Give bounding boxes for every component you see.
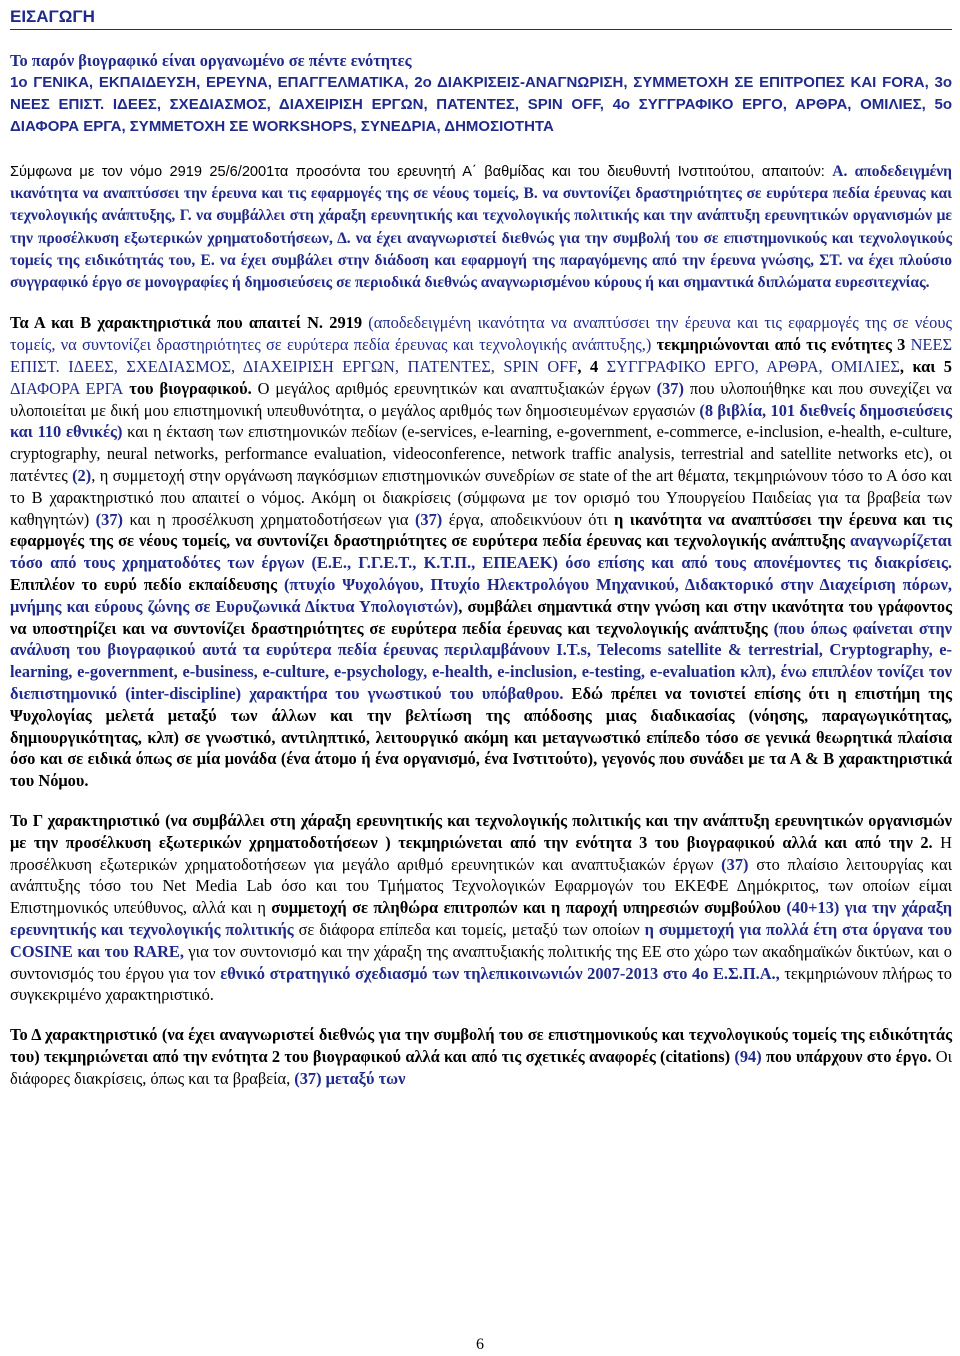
blue-span: (37) [414, 509, 443, 529]
blue-span: (2) [72, 466, 92, 486]
paragraph-c-characteristic [10, 810, 952, 1006]
blue-span: (αποδεδειγμένη ικανότητα να αναπτύσσει την έρευνα και τις εφαρμογές της σε νέους τομείς, να συντονίζει δραστηριότητες σε ευρύτερα πεδία έρευνας και τεχνολογικής ανάπτυξης,) [10, 313, 952, 355]
blue-span: εθνικό στρατηγικό σχεδιασμό των τηλεπικοινωνιών 2007-2013 στο 4ο Ε.Σ.Π.Α., [220, 963, 780, 983]
requirements-list: Α. αποδεδειγμένη ικανότητα να αναπτύσσει την έρευνα και τις εφαρμογές της σε νέους τομείς, Β. να συντονίζει δραστηριότητες σε ευρύτερα πεδία έρευνας και τεχνολογικής ανάπτυξης, Γ. να συμβάλλει στη χάραξη ερευνητικής και τεχνολογικής πολιτικής και την ανάπτυξη ερευνητικών οργανισμών με την προσέλκυση εξωτερικών χρηματοδοτήσεων, Δ. να έχει αναγνωριστεί διεθνώς για την συμβολή του σε επιστημονικούς και τεχνολογικούς τομείς της ειδικότητάς του, Ε. να έχει συμβάλει στην διάδοση και εφαρμογή της παραγόμενης από την έρευνα γνώσης, ΣΤ. να έχει πλούσιο συγγραφικό έργο σε μονογραφίες ή δημοσιεύσεις σε περιοδικά διεθνώς αναγνωρισμένου κύρους ή και σημαντικά διπλώματα ευρεσιτεχνίας. [10, 162, 952, 292]
text-span: τεκμηριώνουν πλήρως το συγκεκριμένο χαρακτηριστικό. [10, 963, 953, 1005]
blue-span: (πτυχίο Ψυχολόγου, Πτυχίο Ηλεκτρολόγου Μηχανικού, Διδακτορικό στην Διαχείριση πόρων, μνήμης και εύρους ζώνης σε Ευρυζωνικά Δίκτυα Υπολογιστών) [10, 575, 953, 616]
page-number: 6 [476, 1336, 484, 1353]
bold-span: που υπάρχουν στο έργο. [761, 1046, 932, 1066]
paragraph-a-b-characteristics [10, 312, 952, 792]
bold-span: Εδώ πρέπει να τονιστεί επίσης ότι η επιστήμη της Ψυχολογίας μελετά μεταξύ των άλλων και την βελτίωση της απόδοσης μιας διαδικασίας (νόησης, παραγωγικότητας, δημιουργικότητας, κλπ) σε γνωστικό, αντιληπτικό, λειτουργικό ακόμη και μεταγνωστικό επίπεδο τόσο σε γενικά θεωρητικά πλαίσια όσο και σε ειδικά όπως σε μία μονάδα (ένα άτομο ή ένα οργανισμό, ένα Ινστιτούτο), γεγονός που συνάδει με τα Α & Β χαρακτηριστικά του Νόμου. [10, 684, 952, 791]
text-span: για τον συντονισμό και την χάραξη της αναπτυξιακής πολιτικής της ΕΕ στο χώρο των ακαδημαϊκών δικτύων, και ο συντονισμός του έργου για τον [10, 941, 952, 983]
text-span: και η έκταση των επιστημονικών πεδίων (e-services, e-learning, e-government, e-commerce, e-inclusion, e-health, e-culture, cryptography, neural networks, performance evaluation, videoconference, network traffic analysis, terrestrial and satellite networks etc), οι πατέντες [10, 422, 952, 486]
blue-span: (που όπως φαίνεται στην ανάλυση του βιογραφικού αυτά τα ευρύτερα πεδία έρευνας περιλαμβάνουν I.T.s, Telecoms satellite & terrestrial, Cryptography, e-learning, e-government, e-business, e-culture, e-psychology, e-health, e-inclusion, e-testing, e-evaluation κλπ), ένω επιπλέον τονίζει τον διεπιστημονικό (inter-discipline) χαρακτήρα του γνωστικού του υπόβαθρου. [10, 618, 952, 704]
paragraph-d-characteristic [10, 1024, 952, 1089]
bold-span: , 4 [577, 357, 607, 377]
document-page [10, 6, 952, 1090]
blue-span: (94) [734, 1046, 762, 1066]
bold-span: τεκμηριώνονται από τις ενότητες 3 [651, 335, 911, 355]
text-span: Οι διάφορες διακρίσεις, όπως και τα βραβεία, [10, 1046, 952, 1088]
text-span: και η προσέλκυση χρηματοδοτήσεων για [122, 509, 415, 529]
bold-span: του βιογραφικού. [123, 378, 252, 398]
blue-span: (37) μεταξύ των [294, 1068, 406, 1088]
section-heading: ΕΙΣΑΓΩΓΗ [10, 6, 952, 30]
bold-span: Το Δ χαρακτηριστικό (να έχει αναγνωριστεί διεθνώς για την συμβολή του σε επιστημονικούς και τεχνολογικούς τομείς της ειδικότητάς του) τεκμηριώνεται από την ενότητα 2 του βιογραφικού αλλά και από τις σχετικές αναφορές (citations) [10, 1025, 952, 1066]
bold-span: , και 5 [899, 357, 952, 377]
blue-span: (37) [95, 509, 123, 529]
bold-span: , συμβάλει σημαντικά στην γνώση και στην ικανότητα του γράφοντος να υποστηρίζει και να συντονίζει δραστηριότητες σε ευρύτερα πεδία έρευνας και τεχνολογικής ανάπτυξης [10, 596, 952, 638]
text-span: έργα, αποδεικνύουν ότι [442, 509, 614, 529]
intro-sections: 1ο ΓΕΝΙΚΑ, ΕΚΠΑΙΔΕΥΣΗ, ΕΡΕΥΝΑ, ΕΠΑΓΓΕΛΜΑΤΙΚΑ, 2ο ΔΙΑΚΡΙΣΕΙΣ-ΑΝΑΓΝΩΡΙΣΗ, ΣΥΜΜΕΤΟΧΗ ΣΕ ΕΠΙΤΡΟΠΕΣ ΚΑΙ FORA, 3ο ΝΕΕΣ ΕΠΙΣΤ. ΙΔΕΕΣ, ΣΧΕΔΙΑΣΜΟΣ, ΔΙΑΧΕΙΡΙΣΗ ΕΡΓΩΝ, ΠΑΤΕΝΤΕΣ, SPIN OFF, 4ο ΣΥΓΓΡΑΦΙΚΟ ΕΡΓΟ, ΑΡΘΡΑ, ΟΜΙΛΙΕΣ, 5ο ΔΙΑΦΟΡΑ ΕΡΓΑ, ΣΥΜΜΕΤΟΧΗ ΣΕ WORKSHOPS, ΣΥΝΕΔΡΙΑ, ΔΗΜΟΣΙΟΤΗΤΑ [10, 73, 952, 136]
blue-span: (8 βιβλία, 101 διεθνείς δημοσιεύσεις και 110 εθνικές) [10, 400, 952, 442]
text-span: σε διάφορα επίπεδα και τομείς, μεταξύ των οποίων [293, 919, 645, 939]
paragraph-law-requirements [10, 161, 952, 295]
blue-span: (40+13) για την χάραξη ερευνητικής και τεχνολογικής πολιτικής [10, 898, 953, 939]
bold-span: συμμετοχή σε πληθώρα επιτροπών και η παροχή υπηρεσιών συμβούλου [271, 898, 787, 918]
blue-span: αναγνωρίζεται τόσο από τους χρηματοδότες των έργων (Ε.Ε., Γ.Γ.Ε.Τ., Κ.Τ.Π., ΕΠΕΑΕΚ) όσο επίσης και από τους απονέμοντες τις διακρίσεις. [10, 531, 952, 573]
bold-span: Επιπλέον το ευρύ πεδίο εκπαίδευσης [10, 575, 284, 595]
text-span: που υλοποιήθηκε και που συνεχίζει να υλοποιείται με δική μου επιστημονική υπευθυνότητα, ο μεγάλος αριθμός των δημοσιευμένων εργασιών [10, 378, 952, 420]
blue-span: (37) [721, 854, 749, 874]
blue-span: (37) [656, 378, 684, 398]
blue-span: η συμμετοχή για πολλά έτη στα όργανα του COSINE και του RARE, [10, 919, 952, 961]
blue-span: ΔΙΑΦΟΡΑ ΕΡΓΑ [10, 378, 124, 398]
bold-span: Τα Α και Β χαρακτηριστικά που απαιτεί Ν. 2919 [10, 313, 363, 333]
text-span: Η προσέλκυση εξωτερικών χρηματοδοτήσεων για μεγάλο αριθμό ερευνητικών και αναπτυξιακών έργων [10, 832, 952, 874]
blue-span: ΣΥΓΓΡΑΦΙΚΟ ΕΡΓΟ, ΑΡΘΡΑ, ΟΜΙΛΙΕΣ [606, 357, 900, 377]
intro-line: Το παρόν βιογραφικό είναι οργανωμένο σε πέντε ενότητες [10, 51, 412, 70]
text-span: Ο μεγάλος αριθμός ερευνητικών και αναπτυξιακών έργων [251, 378, 657, 398]
text-span: , η συμμετοχή στην οργάνωση παγκόσμιων επιστημονικών συνεδρίων σε state of the art θέματα, τεκμηριώνουν τόσο το Α όσο και το Β χαρακτηριστικό που απαιτεί ο νόμος. Ακόμη οι διακρίσεις (σύμφωνα με τον ορισμό του Υπουργείου Παιδείας για τα βραβεία των καθηγητών) [10, 466, 952, 529]
text-span: Σύμφωνα με τον νόμο 2919 25/6/2001τα προσόντα του ερευνητή Α΄ βαθμίδας και του διευθυντή Ινστιτούτου, απαιτούν: [10, 163, 833, 180]
bold-span: Το Γ χαρακτηριστικό (να συμβάλλει στη χάραξη ερευνητικής και τεχνολογικής πολιτικής και την ανάπτυξη ερευνητικών οργανισμών με την προσέλκυση εξωτερικών χρηματοδοτήσεων ) τεκμηριώνεται από την ενότητα 3 του βιογραφικού αλλά και από την 2. [10, 811, 952, 852]
text-span: στο πλαίσιο λειτουργίας και ανάπτυξης τόσο του Net Media Lab όσο και του Τμήματος Τεχνολογικών Εφαρμογών του ΕΚΕΦΕ Δημόκριτος, των οποίων είμαι Επιστημονικός υπεύθυνος, αλλά και η [10, 854, 952, 918]
bold-span: η ικανότητα να αναπτύσσει την έρευνα και τις εφαρμογές της σε νέους τομείς, να συντονίζει δραστηριότητες σε ευρύτερα πεδία έρευνας και τεχνολογικής ανάπτυξης [10, 509, 952, 551]
blue-span: ΝΕΕΣ ΕΠΙΣΤ. ΙΔΕΕΣ, ΣΧΕΔΙΑΣΜΟΣ, ΔΙΑΧΕΙΡΙΣΗ ΕΡΓΩΝ, ΠΑΤΕΝΤΕΣ, SPIN OFF [10, 335, 952, 377]
